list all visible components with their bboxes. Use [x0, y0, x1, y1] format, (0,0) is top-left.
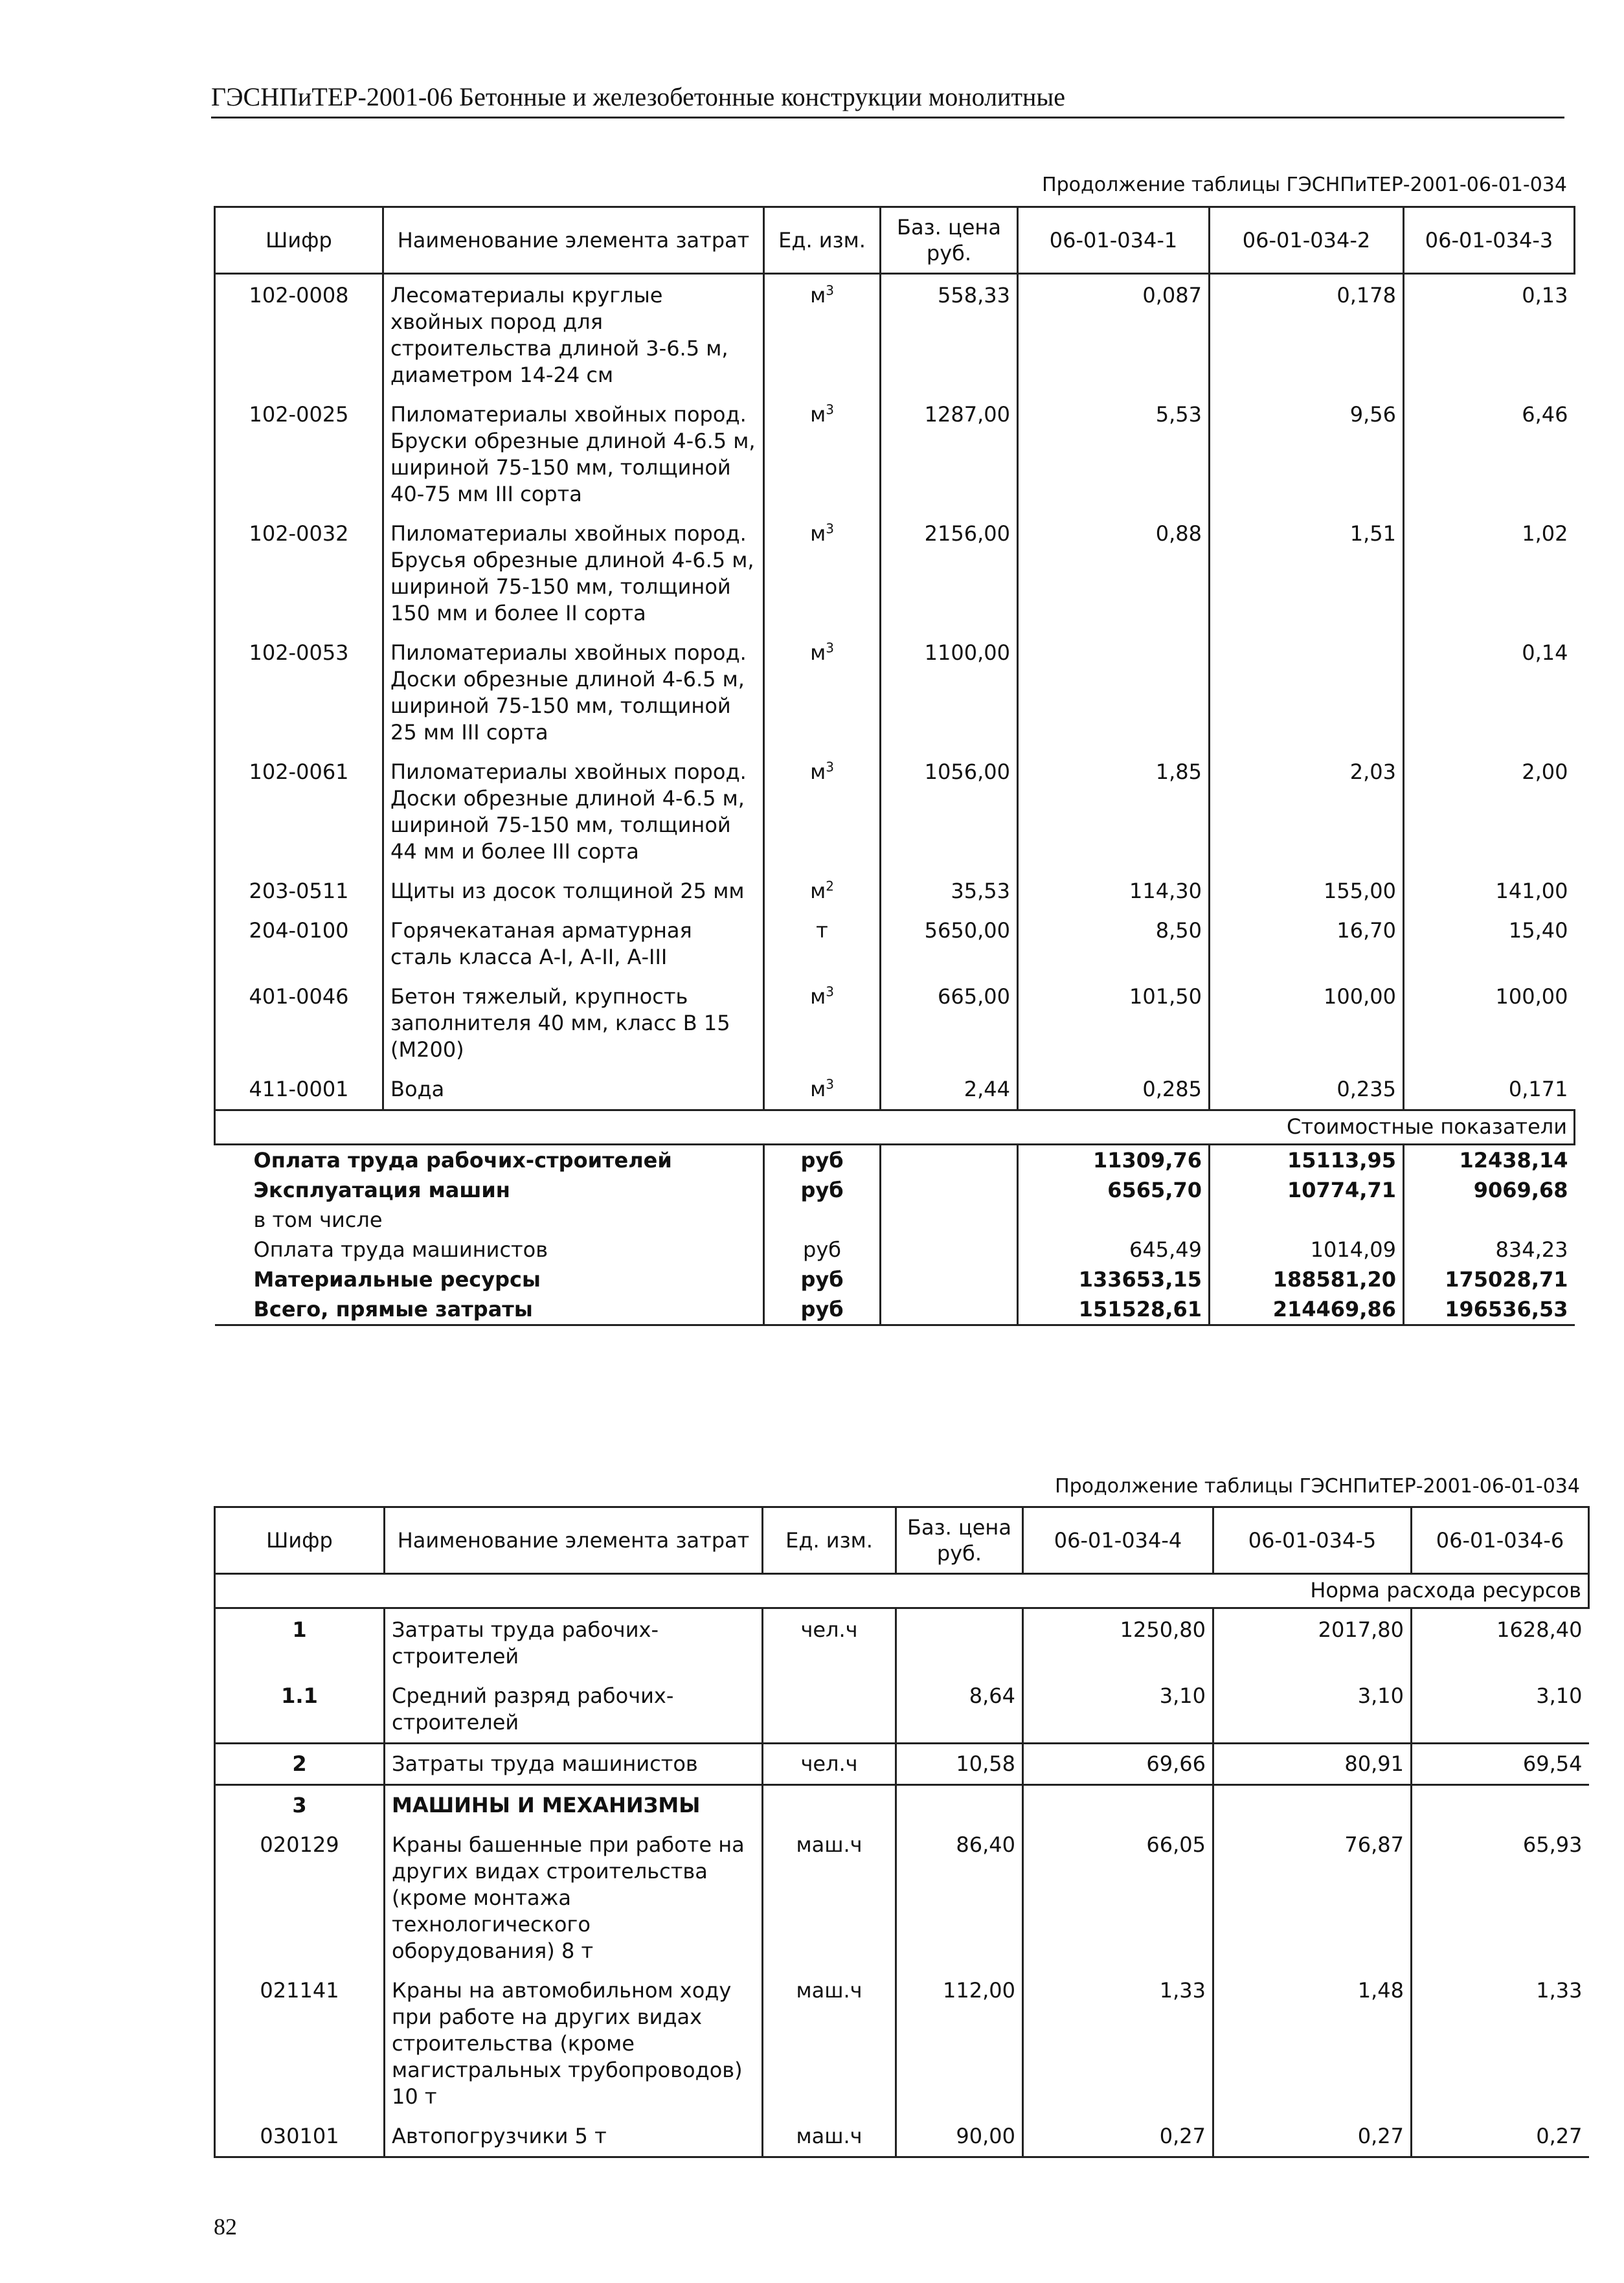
cell-v2: 0,178 [1210, 274, 1404, 396]
cost-price [881, 1265, 1018, 1294]
unit-text: м [810, 283, 826, 308]
cell-price: 35,53 [881, 872, 1018, 911]
unit-text: м [810, 1077, 826, 1101]
unit-exponent: 3 [826, 521, 834, 537]
cell-v1: 3,10 [1023, 1676, 1213, 1744]
cell-unit: чел.ч [763, 1608, 896, 1677]
cell-code: 401-0046 [215, 977, 383, 1070]
page-number: 82 [214, 2214, 237, 2240]
cost-v1 [1018, 1205, 1210, 1235]
cell-name: Затраты труда машинистов [385, 1744, 763, 1785]
cell-code: 102-0025 [215, 395, 383, 514]
cell-name: Щиты из досок толщиной 25 мм [383, 872, 764, 911]
section-title-norm: Норма расхода ресурсов [215, 1574, 1589, 1608]
cost-v2: 188581,20 [1210, 1265, 1404, 1294]
cell-v1: 1,33 [1023, 1971, 1213, 2117]
cell-unit [764, 395, 881, 514]
cell-unit [764, 1070, 881, 1110]
col-header-price: Баз. цена руб. [881, 207, 1018, 274]
cell-price: 8,64 [896, 1676, 1023, 1744]
cost-price [881, 1205, 1018, 1235]
cell-unit [764, 274, 881, 396]
cell-code: 021141 [215, 1971, 385, 2117]
unit-exponent: 3 [826, 282, 834, 298]
cell-name: Средний разряд рабочих-строителей [385, 1676, 763, 1744]
table-row [215, 911, 1575, 977]
cell-code: 203-0511 [215, 872, 383, 911]
table-row [215, 514, 1575, 633]
cell-unit: маш.ч [763, 1825, 896, 1971]
cell-unit [764, 911, 881, 977]
cell-name: Краны на автомобильном ходу при работе на других видах строительства (кроме магистральных трубопроводов) 10 т [385, 1971, 763, 2117]
cost-v3: 12438,14 [1459, 1148, 1568, 1173]
cost-v2 [1210, 1205, 1404, 1235]
table-row [215, 1608, 1589, 1677]
cell-price: 10,58 [896, 1744, 1023, 1785]
section-row-norm [215, 1574, 1589, 1608]
cell-v1: 66,05 [1023, 1825, 1213, 1971]
cell-v2: 100,00 [1210, 977, 1404, 1070]
cell-unit [764, 752, 881, 872]
cost-v3: 196536,53 [1404, 1294, 1575, 1325]
cell-code: 1 [215, 1608, 385, 1677]
col-header-price: Баз. цена руб. [896, 1507, 1023, 1574]
table-row [215, 1676, 1589, 1744]
cost-v2: 10774,71 [1210, 1175, 1404, 1205]
table-row [215, 395, 1575, 514]
cell-v2: 80,91 [1213, 1744, 1412, 1785]
cell-v3: 1,02 [1522, 521, 1568, 546]
cell-price: 2,44 [881, 1070, 1018, 1110]
unit-exponent: 3 [826, 1076, 834, 1092]
cell-code: 204-0100 [215, 911, 383, 977]
cell-code: 411-0001 [215, 1070, 383, 1110]
cell-v1: 114,30 [1018, 872, 1210, 911]
cell-v2: 16,70 [1210, 911, 1404, 977]
cell-name: МАШИНЫ И МЕХАНИЗМЫ [385, 1785, 763, 1826]
unit-text: м [810, 402, 826, 427]
cell-v2: 155,00 [1210, 872, 1404, 911]
cost-label: Оплата труда рабочих-строителей [215, 1145, 764, 1176]
cell-code: 2 [215, 1744, 385, 1785]
table-row [215, 274, 1575, 396]
cost-unit: руб [764, 1235, 881, 1265]
cell-v3: 2,00 [1522, 759, 1568, 784]
cost-unit: руб [764, 1145, 881, 1176]
cell-v2 [1210, 633, 1404, 752]
unit-text: м [810, 984, 826, 1009]
cell-v2: 2,03 [1210, 752, 1404, 872]
resource-table-1 [214, 206, 1575, 1326]
unit-exponent: 3 [826, 759, 834, 775]
unit-text: м [810, 759, 826, 784]
cell-v3: 100,00 [1495, 984, 1568, 1009]
cell-price: 5650,00 [881, 911, 1018, 977]
cell-name: Затраты труда рабочих-строителей [385, 1608, 763, 1677]
col-header-v1: 06-01-034-4 [1023, 1507, 1213, 1574]
table-row [215, 633, 1575, 752]
cell-code: 020129 [215, 1825, 385, 1971]
unit-exponent: 3 [826, 401, 834, 418]
cell-unit [764, 514, 881, 633]
cell-v1 [1023, 1785, 1213, 1826]
cell-v2: 0,27 [1213, 2117, 1412, 2157]
table-row [215, 1070, 1575, 1110]
cost-v1: 151528,61 [1018, 1294, 1210, 1325]
section-row-cost [215, 1110, 1575, 1145]
col-header-name: Наименование элемента затрат [383, 207, 764, 274]
cost-v1: 133653,15 [1018, 1265, 1210, 1294]
cell-price: 1100,00 [881, 633, 1018, 752]
cell-unit: маш.ч [763, 1971, 896, 2117]
table2-header-row [215, 1507, 1589, 1574]
resource-table-2 [214, 1506, 1590, 2158]
cost-label: Эксплуатация машин [215, 1175, 764, 1205]
cell-unit: чел.ч [763, 1744, 896, 1785]
cell-unit: маш.ч [763, 2117, 896, 2157]
cell-v3: 1628,40 [1496, 1617, 1583, 1642]
cost-unit: руб [764, 1265, 881, 1294]
cell-v3: 0,13 [1522, 283, 1568, 308]
cost-row [215, 1205, 1575, 1235]
cost-price [881, 1145, 1018, 1176]
cost-row [215, 1294, 1575, 1325]
cell-name: Бетон тяжелый, крупность заполнителя 40 мм, класс В 15 (М200) [383, 977, 764, 1070]
cell-v2: 0,235 [1210, 1070, 1404, 1110]
cell-price: 112,00 [896, 1971, 1023, 2117]
cell-price: 86,40 [896, 1825, 1023, 1971]
cost-v3: 175028,71 [1445, 1267, 1568, 1292]
table-row [215, 2117, 1589, 2157]
cell-v3: 15,40 [1508, 918, 1568, 943]
table-row [215, 977, 1575, 1070]
cell-v3: 0,27 [1412, 2117, 1589, 2157]
cell-code: 102-0032 [215, 514, 383, 633]
cost-label: Оплата труда машинистов [215, 1235, 764, 1265]
col-header-v2: 06-01-034-2 [1210, 207, 1404, 274]
cost-v1: 645,49 [1018, 1235, 1210, 1265]
table1-body [215, 274, 1575, 1325]
unit-exponent: 2 [826, 878, 834, 894]
cell-v3: 1,33 [1536, 1978, 1583, 2003]
cost-price [881, 1235, 1018, 1265]
cell-v1: 1,85 [1018, 752, 1210, 872]
cell-unit [763, 1676, 896, 1744]
cost-v2: 1014,09 [1210, 1235, 1404, 1265]
col-header-unit: Ед. изм. [764, 207, 881, 274]
cell-v2 [1213, 1785, 1412, 1826]
document-header: ГЭСНПиТЕР-2001-06 Бетонные и железобетонные конструкции монолитные [211, 82, 1066, 111]
cell-v1: 5,53 [1018, 395, 1210, 514]
cost-label: в том числе [215, 1205, 764, 1235]
cost-unit: руб [764, 1175, 881, 1205]
cell-v1: 1250,80 [1023, 1608, 1213, 1677]
cost-label: Материальные ресурсы [215, 1265, 764, 1294]
col-header-code: Шифр [215, 207, 383, 274]
cell-v1: 69,66 [1023, 1744, 1213, 1785]
cell-code: 102-0008 [215, 274, 383, 396]
cell-name: Вода [383, 1070, 764, 1110]
cell-code: 030101 [215, 2117, 385, 2157]
cell-unit [763, 1785, 896, 1826]
col-header-name: Наименование элемента затрат [385, 1507, 763, 1574]
cell-v2: 9,56 [1210, 395, 1404, 514]
cell-v3: 6,46 [1522, 402, 1568, 427]
table1-header-row [215, 207, 1575, 274]
cost-price [881, 1294, 1018, 1325]
cell-v1: 8,50 [1018, 911, 1210, 977]
cell-name: Пиломатериалы хвойных пород. Брусья обрезные длиной 4-6.5 м, шириной 75-150 мм, толщиной 150 мм и более II сорта [383, 514, 764, 633]
cell-v3: 69,54 [1412, 1744, 1589, 1785]
col-header-v3: 06-01-034-3 [1404, 207, 1575, 274]
cell-v3 [1412, 1785, 1589, 1826]
cell-v3: 0,171 [1404, 1070, 1575, 1110]
cell-v3: 0,14 [1522, 640, 1568, 665]
cell-v2: 2017,80 [1213, 1608, 1412, 1677]
cell-v3: 141,00 [1495, 879, 1568, 903]
cell-name: Автопогрузчики 5 т [385, 2117, 763, 2157]
cell-price: 90,00 [896, 2117, 1023, 2157]
cell-v1: 101,50 [1018, 977, 1210, 1070]
cell-price [896, 1785, 1023, 1826]
cell-name: Горячекатаная арматурная сталь класса А-I, А-II, А-III [383, 911, 764, 977]
cell-code: 102-0053 [215, 633, 383, 752]
cell-unit [764, 872, 881, 911]
cost-row [215, 1145, 1575, 1176]
cell-code: 102-0061 [215, 752, 383, 872]
table-row [215, 752, 1575, 872]
table2-body [215, 1574, 1589, 2157]
cost-unit: руб [764, 1294, 881, 1325]
table-row [215, 872, 1575, 911]
cost-v2: 214469,86 [1210, 1294, 1404, 1325]
col-header-v1: 06-01-034-1 [1018, 207, 1210, 274]
cell-code: 1.1 [215, 1676, 385, 1744]
cell-v1: 0,285 [1018, 1070, 1210, 1110]
header-rule [211, 117, 1564, 118]
cost-v3: 9069,68 [1473, 1178, 1568, 1202]
unit-text: м [810, 521, 826, 546]
cost-v1: 11309,76 [1018, 1145, 1210, 1176]
cost-price [881, 1175, 1018, 1205]
col-header-v2: 06-01-034-5 [1213, 1507, 1412, 1574]
table-row [215, 1744, 1589, 1785]
col-header-v3: 06-01-034-6 [1412, 1507, 1589, 1574]
cost-v3 [1404, 1205, 1575, 1235]
cell-name: Краны башенные при работе на других видах строительства (кроме монтажа технологического оборудования) 8 т [385, 1825, 763, 1971]
cell-v1 [1018, 633, 1210, 752]
cell-v1: 0,88 [1018, 514, 1210, 633]
cell-v2: 1,51 [1210, 514, 1404, 633]
cost-unit [764, 1205, 881, 1235]
cost-row [215, 1175, 1575, 1205]
unit-text: т [816, 918, 828, 943]
table1-continuation-caption: Продолжение таблицы ГЭСНПиТЕР-2001-06-01-034 [1042, 174, 1567, 196]
cost-v1: 6565,70 [1018, 1175, 1210, 1205]
cell-name: Пиломатериалы хвойных пород. Бруски обрезные длиной 4-6.5 м, шириной 75-150 мм, толщиной 40-75 мм III сорта [383, 395, 764, 514]
cost-row [215, 1235, 1575, 1265]
cell-unit [764, 633, 881, 752]
cell-v2: 3,10 [1213, 1676, 1412, 1744]
cell-v3: 3,10 [1412, 1676, 1589, 1744]
table-row [215, 1825, 1589, 1971]
cell-v2: 1,48 [1213, 1971, 1412, 2117]
cell-price [896, 1608, 1023, 1677]
unit-text: м [810, 640, 826, 665]
cell-price: 558,33 [881, 274, 1018, 396]
cost-v3: 834,23 [1495, 1237, 1568, 1262]
unit-exponent: 3 [826, 640, 834, 656]
cell-price: 1056,00 [881, 752, 1018, 872]
cell-price: 1287,00 [881, 395, 1018, 514]
cost-v2: 15113,95 [1210, 1145, 1404, 1176]
cell-unit [764, 977, 881, 1070]
cell-v3: 65,93 [1522, 1832, 1583, 1857]
col-header-unit: Ед. изм. [763, 1507, 896, 1574]
cell-v1: 0,27 [1023, 2117, 1213, 2157]
section-title-cost: Стоимостные показатели [215, 1110, 1575, 1145]
col-header-code: Шифр [215, 1507, 385, 1574]
table2-continuation-caption: Продолжение таблицы ГЭСНПиТЕР-2001-06-01-034 [1055, 1475, 1580, 1498]
cell-price: 2156,00 [881, 514, 1018, 633]
cell-name: Лесоматериалы круглые хвойных пород для строительства длиной 3-6.5 м, диаметром 14-24 см [383, 274, 764, 396]
cell-price: 665,00 [881, 977, 1018, 1070]
table-row [215, 1785, 1589, 1826]
cell-v1: 0,087 [1018, 274, 1210, 396]
cell-name: Пиломатериалы хвойных пород. Доски обрезные длиной 4-6.5 м, шириной 75-150 мм, толщиной 44 мм и более III сорта [383, 752, 764, 872]
table-row [215, 1971, 1589, 2117]
cost-row [215, 1265, 1575, 1294]
cell-code: 3 [215, 1785, 385, 1826]
cell-name: Пиломатериалы хвойных пород. Доски обрезные длиной 4-6.5 м, шириной 75-150 мм, толщиной 25 мм III сорта [383, 633, 764, 752]
cell-v2: 76,87 [1213, 1825, 1412, 1971]
unit-exponent: 3 [826, 984, 834, 1000]
unit-text: м [810, 879, 826, 903]
cost-label: Всего, прямые затраты [215, 1294, 764, 1325]
